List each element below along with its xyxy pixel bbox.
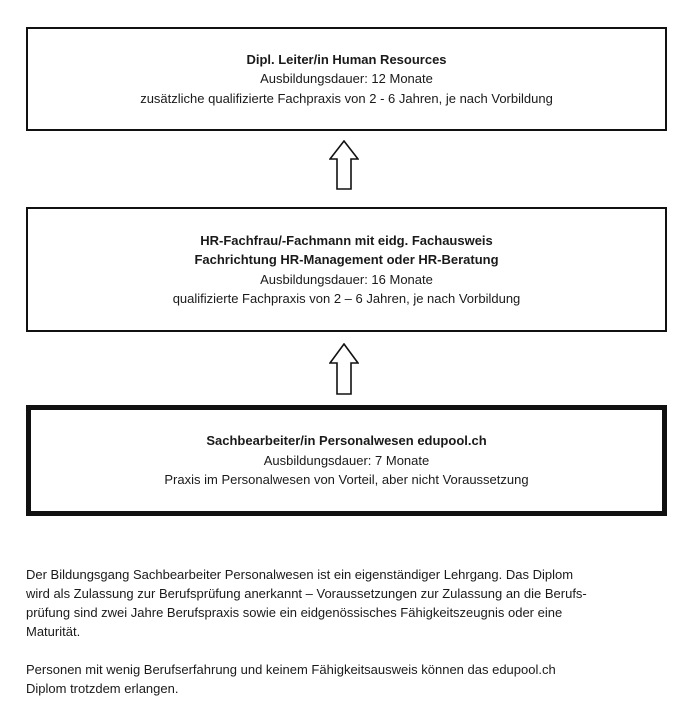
paragraph-line: Der Bildungsgang Sachbearbeiter Personalwesen ist ein eigenständiger Lehrgang. Das Diplom: [26, 567, 574, 582]
box-hr-fachausweis: [26, 207, 667, 332]
paragraph-line: Personen mit wenig Berufserfahrung und keinem Fähigkeitsausweis können das edupool.ch: [26, 662, 556, 677]
box-hr-fachausweis-subtitle: Fachrichtung HR-Management oder HR-Beratung: [194, 252, 499, 267]
box-sachbearbeiter: [26, 405, 667, 516]
box-leiter-hr-duration: Ausbildungsdauer: 12 Monate: [260, 71, 433, 87]
box-leiter-hr: [26, 27, 667, 131]
box-leiter-hr-title: Dipl. Leiter/in Human Resources: [246, 51, 447, 67]
box-sachbearbeiter-duration: Ausbildungsdauer: 7 Monate: [263, 452, 430, 468]
box-sachbearbeiter-title: Sachbearbeiter/in Personalwesen edupool.ch: [206, 433, 487, 449]
box-hr-fachausweis-duration: Ausbildungsdauer: 16 Monate: [260, 271, 433, 287]
paragraph-line: Maturität.: [26, 624, 81, 639]
up-arrow-icon: [329, 140, 359, 190]
paragraph-line: Diplom trotzdem erlangen.: [26, 681, 179, 696]
box-sachbearbeiter-requirement: Praxis im Personalwesen von Vorteil, aber nicht Voraussetzung: [164, 472, 529, 488]
paragraph-line: wird als Zulassung zur Berufsprüfung anerkannt – Voraussetzungen zur Zulassung an die Berufs-: [26, 586, 587, 601]
paragraph-line: prüfung sind zwei Jahre Berufspraxis sowie ein eidgenössisches Fähigkeitszeugnis oder eine: [26, 605, 563, 620]
note-paragraph: [26, 660, 646, 698]
box-hr-fachausweis-title: HR-Fachfrau/-Fachmann mit eidg. Fachausweis: [200, 232, 493, 248]
box-hr-fachausweis-requirement: qualifizierte Fachpraxis von 2 – 6 Jahren, je nach Vorbildung: [172, 291, 521, 306]
description-paragraph: [26, 565, 646, 641]
up-arrow-icon: [329, 343, 359, 395]
box-leiter-hr-requirement: zusätzliche qualifizierte Fachpraxis von 2 - 6 Jahren, je nach Vorbildung: [140, 90, 553, 106]
